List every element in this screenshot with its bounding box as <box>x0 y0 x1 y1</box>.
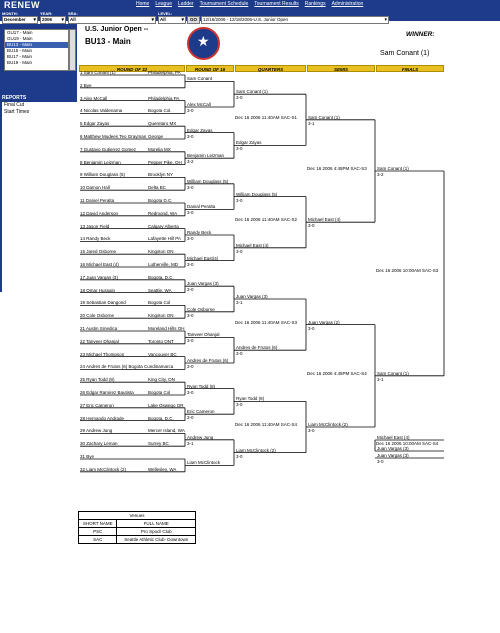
player-club: Toronto ONT <box>148 338 174 344</box>
player-name: 12 David Anderson <box>80 210 119 216</box>
round16-score: 3-2 <box>187 159 194 165</box>
round16-score: 3-0 <box>187 389 194 395</box>
player-club: Wellesley, WA <box>148 466 177 472</box>
player-name: 27 Eric Cameron <box>80 402 114 408</box>
player-name: 23 Michael Thompson <box>80 351 125 357</box>
round16-player: Juan Vargas (3) <box>187 281 219 287</box>
player-name: 10 Damon Hall <box>80 185 110 191</box>
player-name: 4 Nicolas Valdenama <box>80 108 123 114</box>
round16-player: Benjamin Leizman <box>187 153 225 159</box>
round16-player: Andres de Frutos (6) <box>187 358 229 363</box>
player-club: Morelia MX <box>148 146 171 152</box>
quarter-player: William Douglass (5) <box>236 191 278 197</box>
quarter-player: Edgar Zayas <box>236 140 262 146</box>
division-item[interactable]: BU17 - Main <box>7 54 33 59</box>
quarter-player: Michael East (4) <box>236 242 269 248</box>
round16-score: 3-0 <box>187 236 194 241</box>
site-logo: RENEW <box>4 0 40 10</box>
player-name: 16 Michael East (4) <box>80 262 119 267</box>
division-item-selected[interactable]: BU13 - Main <box>5 42 68 48</box>
year-label: YEAR: <box>40 11 53 16</box>
nav-tournament-schedule[interactable]: Tournament Schedule <box>199 1 249 7</box>
semi-player: Liam McClintock (2) <box>308 422 348 427</box>
venues-col-full: FULL NAME <box>117 520 196 528</box>
round-header-semis: SEMIS <box>307 65 375 72</box>
nav-league[interactable]: League <box>155 1 173 7</box>
player-club: Bogota, D.C. <box>148 415 174 421</box>
round16-score: 3-1 <box>187 440 194 446</box>
player-name: 25 Ryan Todd (8) <box>80 377 115 383</box>
player-club: Bogota, D.C. <box>148 274 174 280</box>
round16-score: 3-0 <box>187 108 194 113</box>
reports-heading: REPORTS <box>2 95 27 101</box>
player-name: 20 Cole Osborne <box>80 313 115 319</box>
round16-score: 3-0 <box>187 364 194 369</box>
player-club: Bogota Col <box>148 300 171 306</box>
final-player: Sam Conant (1) <box>377 166 409 171</box>
round16-score: 3-0 <box>187 415 194 421</box>
player-name: 14 Randy Beck <box>80 236 111 242</box>
quarter-score: 3-0 <box>236 402 243 408</box>
quarter-score: 3-0 <box>236 146 243 152</box>
semi-player: Juan Vargas (2) <box>308 319 340 325</box>
player-club: Redmond, WA <box>148 210 178 216</box>
player-club: Bogota Col. <box>148 108 172 114</box>
semi-player: Michael East (4) <box>308 217 341 223</box>
round16-score: 3-0 <box>187 312 194 318</box>
division-item[interactable]: BU19 - Main <box>7 60 33 65</box>
nav-ladder[interactable]: Ladder <box>178 1 194 7</box>
nav-home[interactable]: Home <box>136 1 150 7</box>
quarter-score: 3-0 <box>236 197 243 203</box>
round16-player: Ryan Todd (8) <box>187 383 216 389</box>
venues-table <box>78 511 196 544</box>
round-header-finals: FINALS <box>376 65 444 72</box>
round16-player: Andrew Jung <box>187 434 214 440</box>
quarter-player: Sam Conant (1) <box>236 89 268 95</box>
quarter-score: 3-1 <box>236 300 243 305</box>
third-place-winner: Juan Vargas (3) <box>377 453 409 458</box>
player-name: 26 Edgar Ramirez Bautista <box>80 390 134 395</box>
player-name: 15 Jared Osborne <box>80 249 117 255</box>
round16-player: Michael East(4) <box>187 255 219 261</box>
venue-short: SAC <box>79 536 117 544</box>
player-name: 3 Alex McCall <box>80 95 108 101</box>
quarter-time: Dec 16 2006 11:40AM SAC-S2 <box>235 217 297 223</box>
player-club: Pepper Pike, OH <box>148 159 182 165</box>
player-club: Surrey BC <box>148 441 169 447</box>
round16-player: Cole Osborne <box>187 306 215 312</box>
player-name: 29 Andrew Jung <box>80 428 113 434</box>
year-select[interactable]: 2006 ▾ <box>40 16 66 24</box>
player-club: Lafayette Hill PA <box>148 236 181 242</box>
player-name: 5 Edgar Zayas <box>80 121 110 127</box>
player-name: 32 Liam McClintock (2) <box>80 466 127 472</box>
player-club: Delta BC <box>148 185 167 191</box>
final-score: 3-1 <box>377 376 384 382</box>
semi-score: 3-0 <box>308 223 315 229</box>
player-name: 24 Andres de Frutos (6) Bogota Cundinamarca <box>80 364 174 370</box>
quarter-player: Ryan Todd (8) <box>236 396 265 402</box>
player-name: 28 Hernando Andrade <box>80 415 125 421</box>
third-place-time: Dec 16 2006 10:00AM SAC-S4 <box>376 441 439 446</box>
player-name: 22 Tanveer Dhanjal <box>80 338 119 344</box>
player-name: 17 Juan Vargas (3) <box>80 274 118 280</box>
semi-score: 3-0 <box>308 325 315 331</box>
player-name: 31 Bye <box>80 454 95 459</box>
player-club: Queretaro MX <box>148 121 177 127</box>
player-club: Kingston ON <box>148 313 174 319</box>
event-title: U.S. Junior Open -- <box>85 26 149 33</box>
quarter-score: 3-0 <box>236 95 243 101</box>
round-header-32: ROUND OF 32 <box>79 65 185 72</box>
player-name: 19 Sebastian Dangond <box>80 300 126 306</box>
semi-score: 3-0 <box>308 428 315 433</box>
player-name: 13 Jason Field <box>80 223 110 229</box>
player-name: 8 Benjamin Leizman <box>80 159 121 165</box>
final-player: Sam Conant (1) <box>377 370 409 376</box>
round16-score: 3-0 <box>187 184 194 190</box>
go-button[interactable]: GO <box>187 16 200 24</box>
player-name: 2 Bye <box>80 82 92 88</box>
player-club: Moreland Hills OH <box>148 326 185 331</box>
semi-time: Dec 16 2006 4:45PM SAC-S4 <box>307 370 367 376</box>
quarter-score: 3-0 <box>236 248 243 254</box>
quarter-time: Dec 16 2006 11:40AM SAC-S4 <box>235 422 297 427</box>
round16-score: 3-0 <box>187 287 194 293</box>
level-select[interactable]: All ▾ <box>158 16 186 24</box>
round16-player: Alex McCall <box>187 102 211 107</box>
round16-player: Danial Peralta <box>187 204 216 210</box>
month-select[interactable]: December ▾ <box>2 16 38 24</box>
division-item[interactable]: BU15 - Main <box>7 48 33 53</box>
month-label: MONTH: <box>2 11 18 16</box>
quarter-player: Juan Vargas (3) <box>236 294 268 299</box>
player-club: King City, ON <box>148 377 175 383</box>
player-club: Vancouver BC <box>148 351 177 357</box>
round16-player: Eric Cameron <box>187 409 215 415</box>
player-name: 7 Gustavo Gutierrez Gomez <box>80 146 137 152</box>
player-club: Calgary Alberta <box>148 223 179 229</box>
player-club: Kingston ON <box>148 249 174 255</box>
quarter-player: Liam McClintock (2) <box>236 447 276 453</box>
player-club: Philadelphia, PA <box>148 70 181 75</box>
player-club: Seattle, WA <box>148 287 172 293</box>
final-score: 3-2 <box>377 172 384 177</box>
third-place-player: Michael East (4) <box>377 435 410 440</box>
player-name: 21 Austin Smedica <box>80 326 118 331</box>
winner-label: WINNER: <box>406 31 435 38</box>
round16-score: 3-0 <box>187 210 194 216</box>
round16-score: 3-0 <box>187 338 194 344</box>
quarter-time: Dec 16 2006 11:40AM SAC-S3 <box>235 319 297 325</box>
player-club: Mercer Island, WA <box>148 428 185 434</box>
nav-administration[interactable]: Administration <box>331 1 364 7</box>
round16-score: 3-0 <box>187 133 194 139</box>
quarter-player: Andres de Frutos (6) <box>236 345 278 351</box>
player-name: 18 Omar Hussain <box>80 287 116 293</box>
semi-player: Sam Conant (1) <box>308 114 340 120</box>
player-name: 1 Sam Conant (1) <box>80 70 116 75</box>
level-label: LEVEL: <box>158 11 173 16</box>
quarter-score: 3-0 <box>236 351 243 357</box>
nav-rankings[interactable]: Rankings <box>304 1 326 7</box>
event-division: BU13 - Main <box>85 37 131 46</box>
venue-short: PSC <box>79 528 117 536</box>
venue-full: Pro Spodr Club <box>117 528 196 536</box>
player-club: Bogota D.C. <box>148 198 173 203</box>
semi-score: 3-1 <box>308 120 315 126</box>
player-club: George <box>148 134 164 139</box>
quarter-time: Dec 16 2006 11:40AM SAC-S1 <box>235 114 297 120</box>
round-header-quarters: QUARTERS <box>235 65 306 72</box>
nav-tournament-results[interactable]: Tournament Results <box>254 1 299 7</box>
third-place-score: 3-0 <box>377 459 384 464</box>
quarter-score: 3-0 <box>236 453 243 459</box>
division-item[interactable]: GU17 - Main <box>7 30 33 35</box>
round16-player: Randy Beck <box>187 230 212 235</box>
division-item[interactable]: GU19 - Main <box>7 36 33 41</box>
round16-score: 3-0 <box>187 261 194 267</box>
round16-player: William Douglass (5) <box>187 178 229 184</box>
sra-select[interactable]: All ▾ <box>68 16 156 24</box>
sra-label: SRA: <box>68 11 78 16</box>
round16-player: Sam Conant <box>187 76 213 82</box>
player-name: 30 Zachary Leman <box>80 441 118 447</box>
player-club: Bogota Col <box>148 390 171 395</box>
final-time: Dec 16 2006 10:00AM SAC-S3 <box>376 268 439 274</box>
player-club: Lutherville, MD <box>148 262 179 267</box>
round16-player: Edgar Zayas <box>187 127 213 133</box>
player-name: 6 Matthew Mudees Teo Grayman <box>80 134 147 139</box>
player-name: 11 Daniel Peralta <box>80 198 115 203</box>
tournament-select[interactable]: 12/16/2006 - 12/18/2006-U.S. Junior Open ▾ <box>201 16 389 24</box>
report-start-times[interactable]: Start Times <box>4 109 30 115</box>
player-club: Lake Oswego OR <box>148 402 184 408</box>
round-header-16: ROUND OF 16 <box>186 65 234 72</box>
player-club: Brooklyn NY <box>148 172 174 178</box>
player-club: Philadelphia PA <box>148 95 180 101</box>
player-name: 9 William Douglass (5) <box>80 172 126 178</box>
report-final-cut[interactable]: Final Cut <box>4 102 25 108</box>
venue-full: Seattle Athletic Club- Downtown <box>117 536 196 544</box>
winner-name: Sam Conant (1) <box>380 50 430 57</box>
round16-player: Tanveer Dhanjal <box>187 332 220 338</box>
round16-player: Liam McClintock <box>187 460 221 466</box>
third-place-player: Juan Vargas (3) <box>377 446 409 451</box>
venues-col-short: SHORT NAME <box>79 520 117 528</box>
semi-time: Dec 16 2006 4:45PM SAC-S3 <box>307 166 367 171</box>
venues-heading: Venues <box>79 512 196 520</box>
